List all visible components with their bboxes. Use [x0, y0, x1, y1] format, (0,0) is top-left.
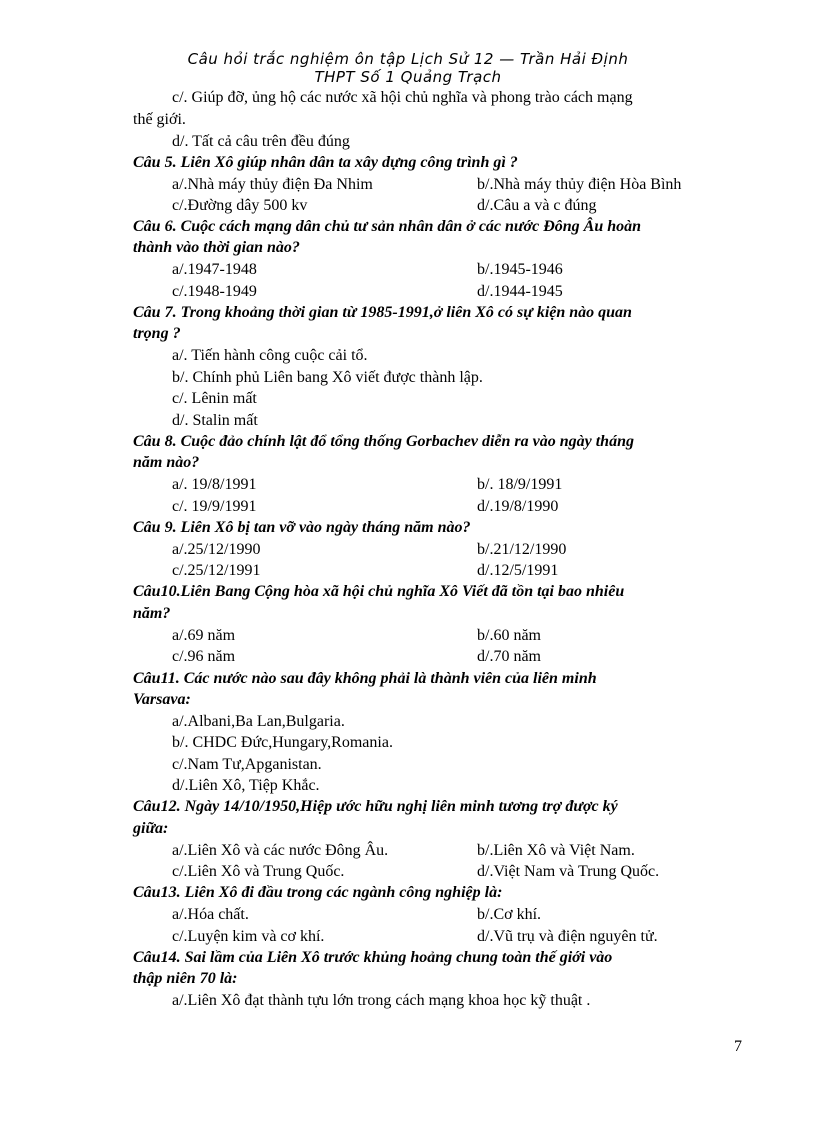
question-5: Câu 5. Liên Xô giúp nhân dân ta xây dựng công trình gì ?	[133, 154, 518, 171]
answer-option: b/.21/12/1990	[477, 541, 567, 558]
answer-option: a/. Tiến hành công cuộc cải tổ.	[172, 347, 368, 364]
answer-option: a/.25/12/1990	[172, 541, 261, 558]
answer-option: b/.Cơ khí.	[477, 906, 542, 923]
answer-option: b/.60 năm	[477, 627, 541, 644]
answer-option: a/.Hóa chất.	[172, 906, 249, 923]
answer-option: a/.Liên Xô đạt thành tựu lớn trong cách mạng khoa học kỹ thuật .	[172, 992, 591, 1009]
answer-option: d/.Câu a và c đúng	[477, 197, 597, 214]
question-7-cont: trọng ?	[133, 325, 181, 342]
question-13: Câu13. Liên Xô đi đầu trong các ngành công nghiệp là:	[133, 884, 503, 901]
answer-option: c/.Luyện kim và cơ khí.	[172, 928, 325, 945]
question-11: Câu11. Các nước nào sau đây không phải là thành viên của liên minh	[133, 670, 597, 687]
question-11-cont: Varsava:	[133, 691, 191, 708]
question-9: Câu 9. Liên Xô bị tan vỡ vào ngày tháng năm nào?	[133, 519, 471, 536]
question-6-cont: thành vào thời gian nào?	[133, 239, 300, 256]
answer-option: c/. 19/9/1991	[172, 498, 257, 515]
answer-option: b/. CHDC Đức,Hungary,Romania.	[172, 734, 393, 751]
answer-option: b/.1945-1946	[477, 261, 563, 278]
answer-option: a/.Nhà máy thủy điện Đa Nhim	[172, 176, 373, 193]
answer-option: c/.Liên Xô và Trung Quốc.	[172, 863, 345, 880]
answer-option: c/.Nam Tư,Apganistan.	[172, 756, 322, 773]
answer-option: d/.12/5/1991	[477, 562, 559, 579]
answer-option: a/.69 năm	[172, 627, 236, 644]
question-14-cont: thập niên 70 là:	[133, 970, 238, 987]
answer-option: d/.Vũ trụ và điện nguyên tử.	[477, 928, 658, 945]
question-14: Câu14. Sai lầm của Liên Xô trước khủng hoảng chung toàn thế giới vào	[133, 949, 613, 966]
answer-option: d/. Stalin mất	[172, 412, 258, 429]
question-6: Câu 6. Cuộc cách mạng dân chủ tư sản nhân dân ở các nước Đông Âu hoàn	[133, 218, 642, 235]
document-header-title: Câu hỏi trắc nghiệm ôn tập Lịch Sử 12 — Trần Hải Định	[187, 50, 629, 68]
question-10-cont: năm?	[133, 605, 171, 622]
answer-option: c/.96 năm	[172, 648, 236, 665]
answer-option: b/.Liên Xô và Việt Nam.	[477, 842, 635, 859]
answer-option: d/.Việt Nam và Trung Quốc.	[477, 863, 660, 880]
answer-line: c/. Giúp đỡ, ủng hộ các nước xã hội chủ nghĩa và phong trào cách mạng	[172, 89, 633, 106]
answer-option: d/.Liên Xô, Tiệp Khắc.	[172, 777, 320, 794]
answer-option: a/.1947-1948	[172, 261, 257, 278]
answer-option: d/.70 năm	[477, 648, 541, 665]
answer-option: c/.1948-1949	[172, 283, 257, 300]
answer-option: c/. Lênin mất	[172, 390, 257, 407]
question-12-cont: giữa:	[133, 820, 169, 837]
question-7: Câu 7. Trong khoảng thời gian từ 1985-1991,ở liên Xô có sự kiện nào quan	[133, 304, 632, 321]
answer-option: d/.19/8/1990	[477, 498, 559, 515]
answer-option: a/.Liên Xô và các nước Đông Âu.	[172, 842, 389, 859]
answer-option: a/.Albani,Ba Lan,Bulgaria.	[172, 713, 345, 730]
document-header-school: THPT Số 1 Quảng Trạch	[314, 68, 502, 86]
answer-line: d/. Tất cả câu trên đều đúng	[172, 133, 350, 150]
answer-option: b/. 18/9/1991	[477, 476, 563, 493]
answer-option: a/. 19/8/1991	[172, 476, 257, 493]
page-number: 7	[734, 1038, 742, 1055]
answer-option: b/. Chính phủ Liên bang Xô viết được thành lập.	[172, 369, 483, 386]
question-12: Câu12. Ngày 14/10/1950,Hiệp ước hữu nghị liên minh tương trợ được ký	[133, 798, 618, 815]
question-8-cont: năm nào?	[133, 454, 200, 471]
answer-option: b/.Nhà máy thủy điện Hòa Bình	[477, 176, 682, 193]
answer-option: c/.Đường dây 500 kv	[172, 197, 308, 214]
question-10: Câu10.Liên Bang Cộng hòa xã hội chủ nghĩa Xô Viết đã tồn tại bao nhiêu	[133, 583, 625, 600]
answer-option: c/.25/12/1991	[172, 562, 261, 579]
answer-line: thế giới.	[133, 111, 186, 128]
answer-option: d/.1944-1945	[477, 283, 563, 300]
question-8: Câu 8. Cuộc đảo chính lật đổ tổng thống Gorbachev diễn ra vào ngày tháng	[133, 433, 634, 450]
